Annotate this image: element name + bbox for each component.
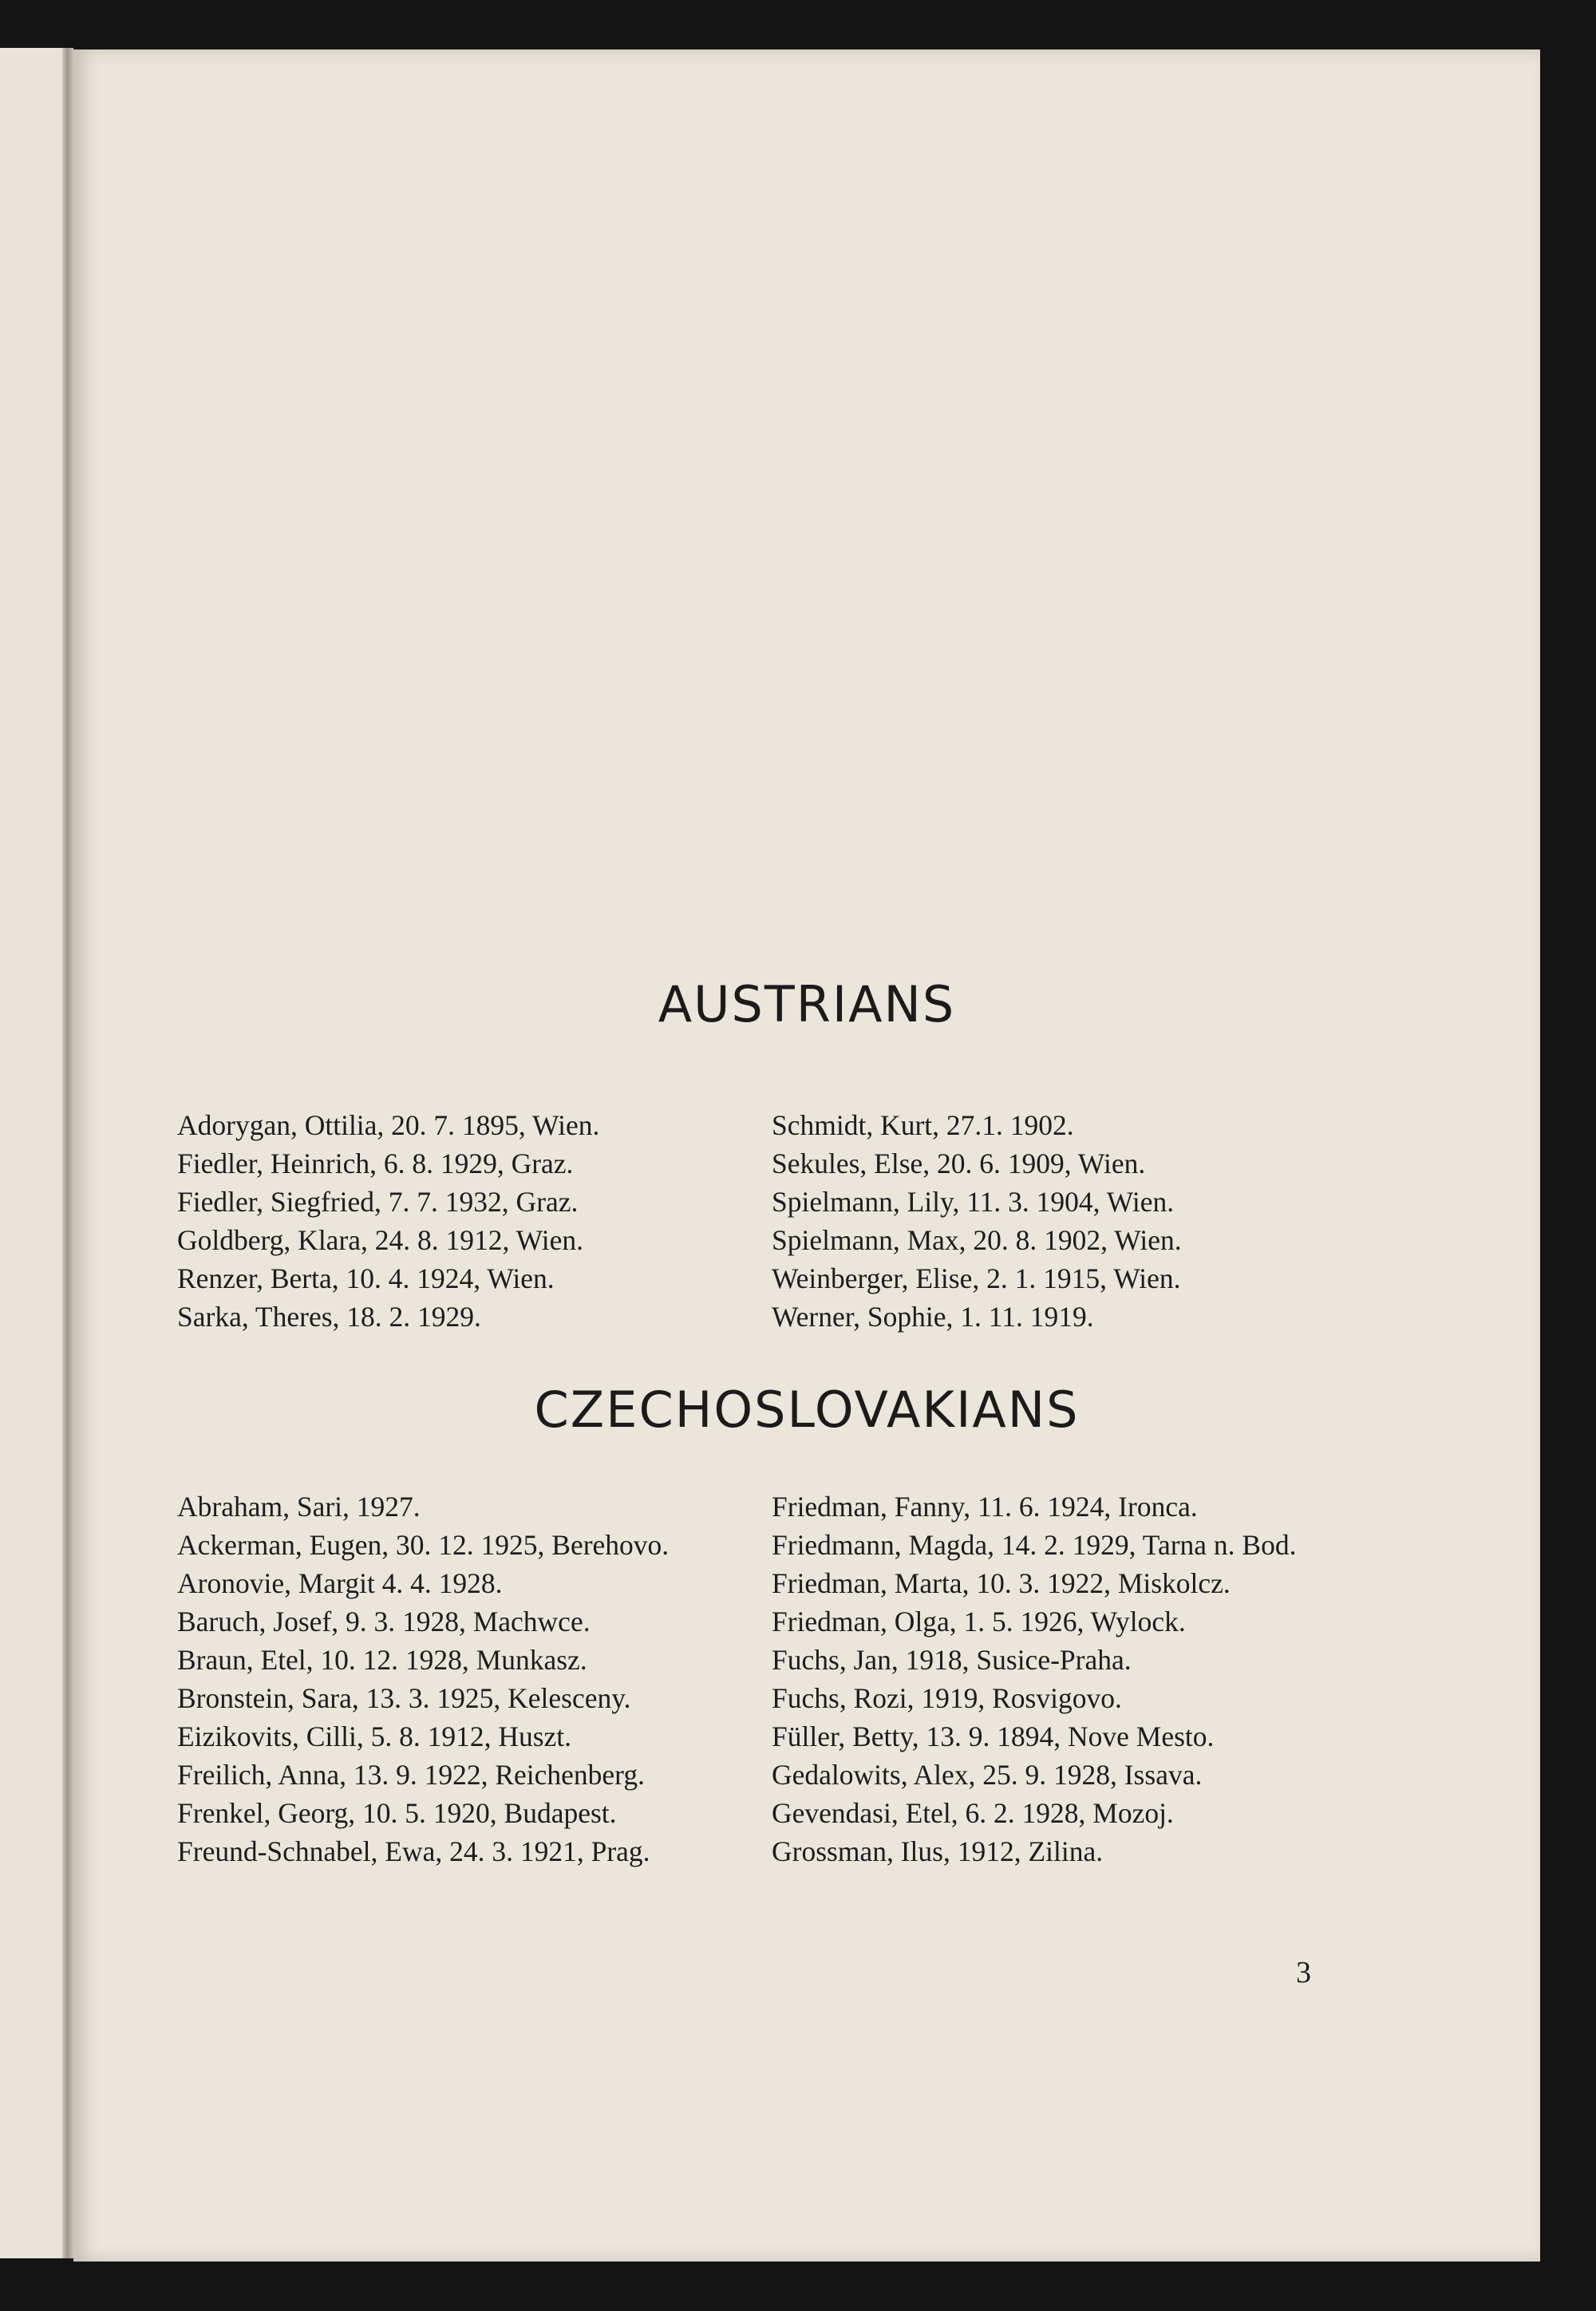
list-item: Baruch, Josef, 9. 3. 1928, Machwce. bbox=[177, 1606, 591, 1637]
list-item: Schmidt, Kurt, 27.1. 1902. bbox=[772, 1109, 1074, 1141]
list-item: Gevendasi, Etel, 6. 2. 1928, Mozoj. bbox=[772, 1797, 1174, 1829]
list-item: Bronstein, Sara, 13. 3. 1925, Kelesceny. bbox=[177, 1682, 631, 1714]
list-item: Sarka, Theres, 18. 2. 1929. bbox=[177, 1301, 481, 1333]
czechoslovakians-left-column bbox=[177, 1487, 736, 1871]
austrians-left-column bbox=[177, 1106, 736, 1336]
list-item: Fuchs, Rozi, 1919, Rosvigovo. bbox=[772, 1682, 1122, 1714]
book-spine bbox=[62, 48, 73, 2258]
list-item: Eizikovits, Cilli, 5. 8. 1912, Huszt. bbox=[177, 1720, 572, 1752]
list-item: Freund-Schnabel, Ewa, 24. 3. 1921, Prag. bbox=[177, 1835, 650, 1867]
list-item: Spielmann, Max, 20. 8. 1902, Wien. bbox=[772, 1224, 1182, 1256]
list-item: Adorygan, Ottilia, 20. 7. 1895, Wien. bbox=[177, 1109, 600, 1141]
austrians-right-column bbox=[772, 1106, 1354, 1336]
list-item: Fuchs, Jan, 1918, Susice-Praha. bbox=[772, 1644, 1132, 1676]
list-item: Fiedler, Heinrich, 6. 8. 1929, Graz. bbox=[177, 1148, 574, 1179]
list-item: Grossman, Ilus, 1912, Zilina. bbox=[772, 1835, 1104, 1867]
list-item: Goldberg, Klara, 24. 8. 1912, Wien. bbox=[177, 1224, 583, 1256]
list-item: Fiedler, Siegfried, 7. 7. 1932, Graz. bbox=[177, 1186, 579, 1218]
document-page bbox=[73, 49, 1540, 2262]
list-item: Weinberger, Elise, 2. 1. 1915, Wien. bbox=[772, 1262, 1181, 1294]
list-item: Freilich, Anna, 13. 9. 1922, Reichenberg. bbox=[177, 1759, 645, 1791]
list-item: Gedalowits, Alex, 25. 9. 1928, Issava. bbox=[772, 1759, 1203, 1791]
list-item: Ackerman, Eugen, 30. 12. 1925, Berehovo. bbox=[177, 1529, 670, 1561]
list-item: Friedman, Marta, 10. 3. 1922, Miskolcz. bbox=[772, 1567, 1231, 1599]
list-item: Aronovie, Margit 4. 4. 1928. bbox=[177, 1567, 503, 1599]
list-item: Spielmann, Lily, 11. 3. 1904, Wien. bbox=[772, 1186, 1175, 1218]
list-item: Friedman, Fanny, 11. 6. 1924, Ironca. bbox=[772, 1491, 1198, 1523]
list-item: Abraham, Sari, 1927. bbox=[177, 1491, 421, 1523]
list-item: Frenkel, Georg, 10. 5. 1920, Budapest. bbox=[177, 1797, 617, 1829]
page-number: 3 bbox=[1296, 1956, 1311, 1989]
list-item: Sekules, Else, 20. 6. 1909, Wien. bbox=[772, 1148, 1146, 1179]
section-title-austrians: AUSTRIANS bbox=[658, 975, 956, 1033]
czechoslovakians-right-column bbox=[772, 1487, 1354, 1871]
list-item: Friedmann, Magda, 14. 2. 1929, Tarna n. Bod. bbox=[772, 1529, 1297, 1561]
list-item: Renzer, Berta, 10. 4. 1924, Wien. bbox=[177, 1262, 555, 1294]
list-item: Werner, Sophie, 1. 11. 1919. bbox=[772, 1301, 1094, 1333]
list-item: Friedman, Olga, 1. 5. 1926, Wylock. bbox=[772, 1606, 1186, 1637]
list-item: Braun, Etel, 10. 12. 1928, Munkasz. bbox=[177, 1644, 587, 1676]
list-item: Füller, Betty, 13. 9. 1894, Nove Mesto. bbox=[772, 1720, 1215, 1752]
section-title-czechoslovakians: CZECHOSLOVAKIANS bbox=[534, 1381, 1080, 1439]
